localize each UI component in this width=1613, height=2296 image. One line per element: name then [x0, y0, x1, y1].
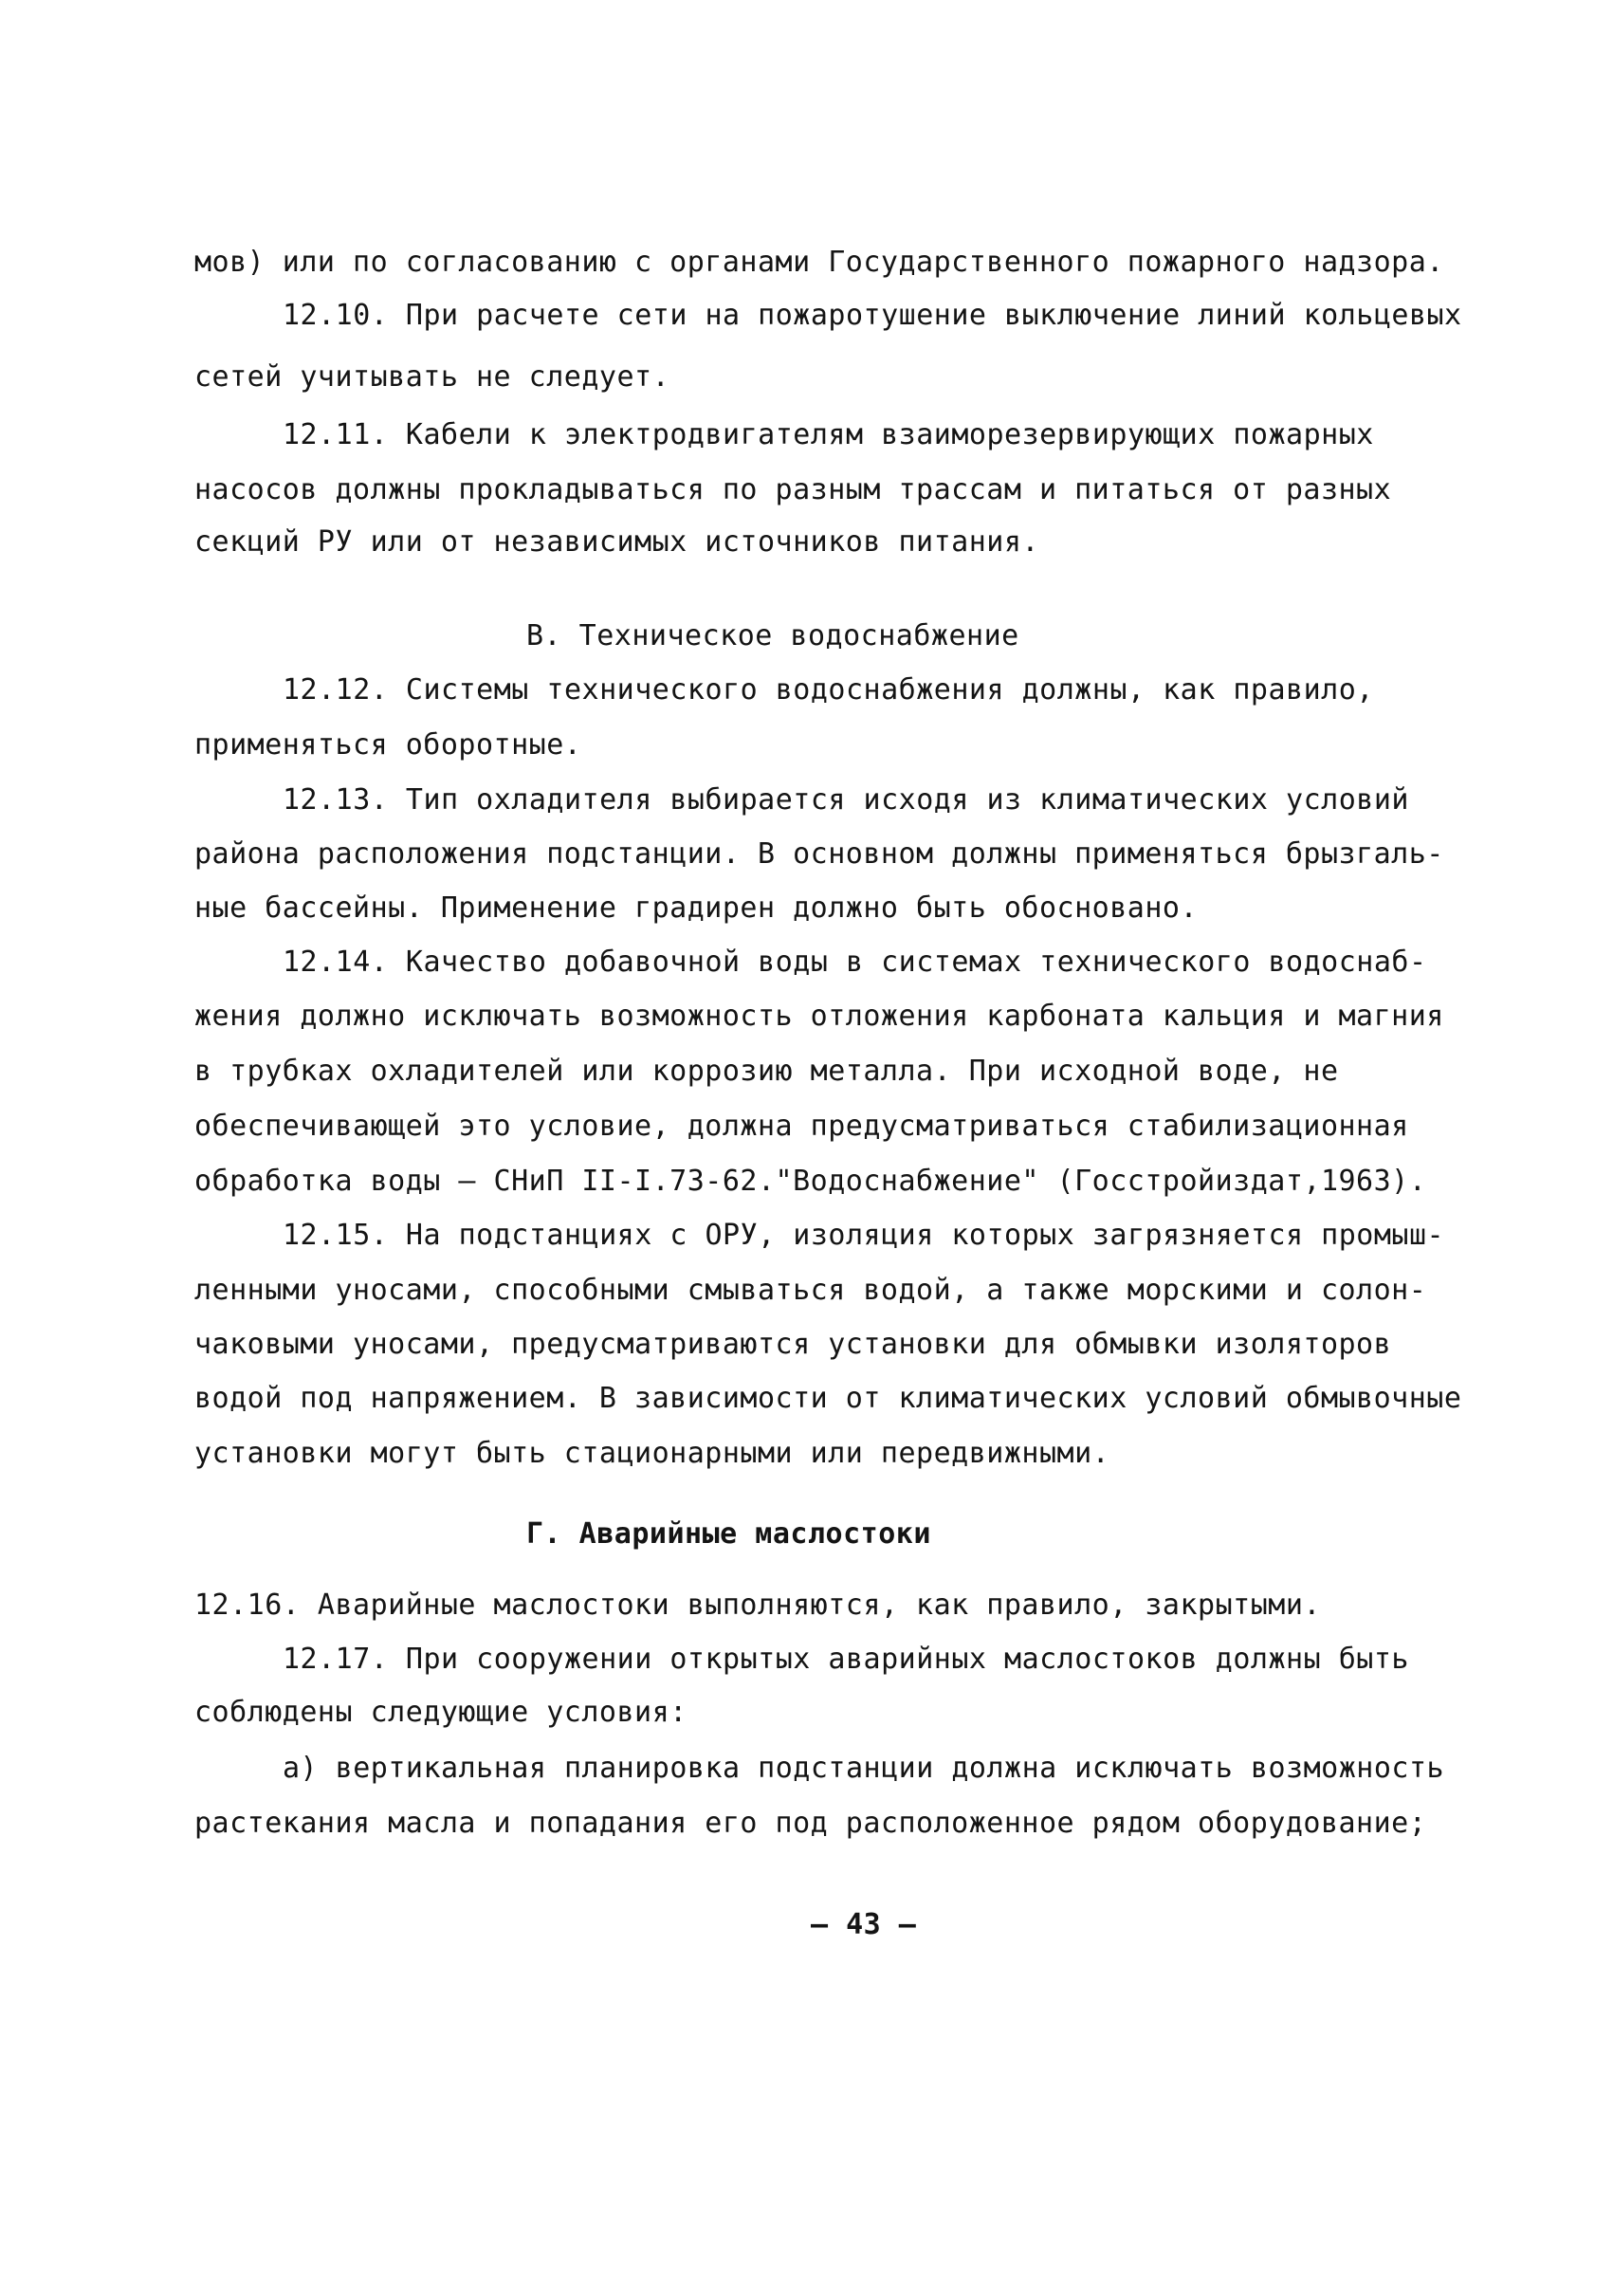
text-line: применяться оборотные.: [194, 728, 582, 762]
text-line: а) вертикальная планировка подстанции должна исключать возможность: [283, 1752, 1445, 1785]
text-line: водой под напряжением. В зависимости от климатических условий обмывочные: [194, 1382, 1462, 1415]
text-line: 12.17. При сооружении открытых аварийных маслостоков должны быть: [283, 1643, 1409, 1676]
text-line: обработка воды – СНиП II-I.73-62."Водоснабжение" (Госстройиздат,1963).: [194, 1165, 1427, 1198]
text-line: 12.15. На подстанциях с ОРУ, изоляция которых загрязняется промыш-: [283, 1219, 1445, 1252]
text-line: 12.16. Аварийные маслостоки выполняются, как правило, закрытыми.: [194, 1589, 1321, 1622]
text-line: в трубках охладителей или коррозию металла. При исходной воде, не: [194, 1055, 1339, 1088]
section-heading: Г. Аварийные маслостоки: [526, 1517, 931, 1551]
text-line: мов) или по согласованию с органами Государственного пожарного надзора.: [194, 246, 1444, 279]
text-line: 12.13. Тип охладителя выбирается исходя из климатических условий: [283, 783, 1409, 817]
text-line: ленными уносами, способными смываться водой, а также морскими и солон-: [194, 1274, 1427, 1307]
section-heading: В. Техническое водоснабжение: [526, 619, 1019, 652]
text-line: сетей учитывать не следует.: [194, 360, 670, 394]
text-line: обеспечивающей это условие, должна предусматриваться стабилизационная: [194, 1110, 1409, 1143]
text-line: чаковыми уносами, предусматриваются установки для обмывки изоляторов: [194, 1328, 1392, 1361]
text-line: 12.12. Системы технического водоснабжения должны, как правило,: [283, 673, 1374, 707]
text-line: 12.11. Кабели к электродвигателям взаиморезервирующих пожарных: [283, 418, 1374, 451]
text-line: района расположения подстанции. В основном должны применяться брызгаль-: [194, 837, 1444, 871]
text-line: 12.10. При расчете сети на пожаротушение выключение линий кольцевых: [283, 299, 1462, 332]
text-line: 12.14. Качество добавочной воды в системах технического водоснаб-: [283, 946, 1427, 979]
text-line: насосов должны прокладываться по разным трассам и питаться от разных: [194, 473, 1392, 506]
text-line: установки могут быть стационарными или передвижными.: [194, 1437, 1110, 1470]
text-line: растекания масла и попадания его под расположенное рядом оборудование;: [194, 1807, 1427, 1840]
text-line: секций РУ или от независимых источников питания.: [194, 525, 1039, 559]
text-line: соблюдены следующие условия:: [194, 1696, 687, 1729]
text-line: ные бассейны. Применение градирен должно быть обосновано.: [194, 891, 1199, 925]
page-number: – 43 –: [811, 1908, 917, 1941]
text-line: жения должно исключать возможность отложения карбоната кальция и магния: [194, 1000, 1444, 1033]
